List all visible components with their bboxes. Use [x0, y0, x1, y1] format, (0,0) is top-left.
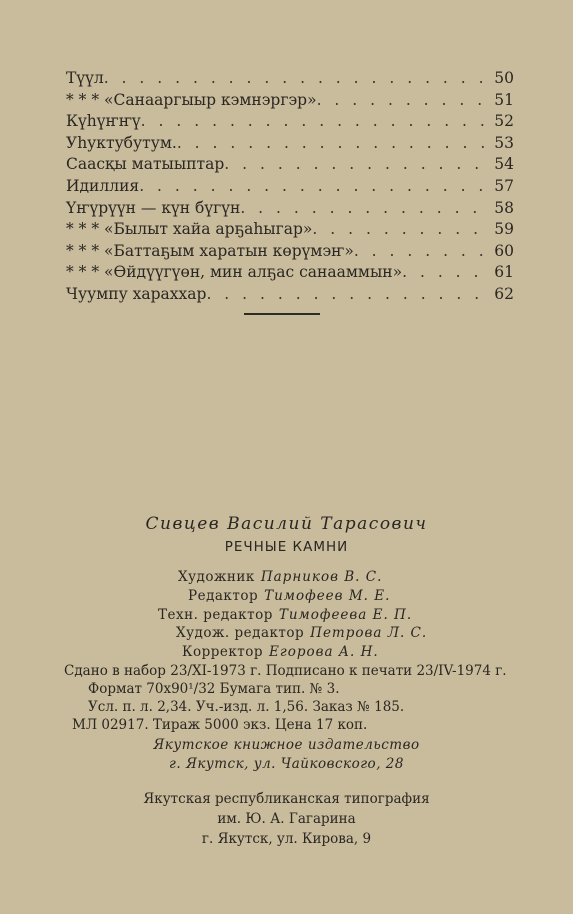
author-name: Сивцев Василий Тарасович — [145, 514, 428, 534]
toc-entry-title: Уһуктубутум. — [66, 133, 177, 152]
imprint-line: Сдано в набор 23/XI-1973 г. Подписано к печати 23/IV-1974 г. — [64, 663, 507, 679]
toc-entry-title: Үҥүрүүн — күн бүгүн — [66, 198, 241, 217]
toc-entry-page: 62 — [494, 284, 514, 303]
toc-entry-title: Түүл — [66, 69, 104, 87]
credit-name: Тимофеев М. Е. — [264, 587, 391, 604]
toc-entry — [66, 111, 514, 133]
toc-entry — [66, 219, 514, 241]
toc-entry-title: Чуумпу хараххар — [66, 284, 207, 303]
credit-name: Егорова А. Н. — [269, 644, 379, 661]
section-divider — [244, 313, 320, 315]
toc-entry — [66, 198, 514, 220]
imprint-line: Усл. п. л. 2,34. Уч.-изд. л. 1,56. Заказ № 185. — [88, 699, 405, 715]
toc-entry-page: 57 — [494, 176, 514, 195]
toc-entry-title: * * * «Баттаҕым харатын көрүмэҥ» — [66, 241, 354, 260]
credit-role: Худож. редактор — [176, 625, 305, 642]
printer-line: Якутская республиканская типография — [143, 791, 430, 807]
toc-entry-page: 51 — [494, 90, 514, 109]
toc-leader — [240, 198, 486, 220]
credit-role: Корректор — [182, 644, 264, 661]
toc-entry-page: 53 — [494, 133, 514, 152]
credit-role: Техн. редактор — [158, 606, 273, 623]
toc-entry — [66, 68, 514, 90]
toc-entry-title: * * * «Өйдүүгүөн, мин алҕас санааммын» — [66, 263, 403, 282]
toc-leader — [317, 90, 486, 112]
imprint-line: Формат 70х90¹/32 Бумага тип. № 3. — [88, 681, 340, 697]
toc-leader — [141, 111, 486, 133]
toc-entry — [66, 154, 514, 176]
toc-leader — [354, 241, 486, 263]
credit-row — [150, 568, 470, 587]
book-title: РЕЧНЫЕ КАМНИ — [224, 539, 349, 555]
toc-entry-title: Идиллия — [66, 176, 140, 195]
toc-entry — [66, 241, 514, 263]
toc-entry — [66, 262, 514, 284]
credit-name: Тимофеева Е. П. — [278, 606, 413, 623]
credit-row — [150, 643, 470, 662]
credit-row — [150, 624, 470, 643]
toc-entry-page: 59 — [494, 220, 514, 239]
credits-block — [150, 568, 470, 662]
credit-role: Художник — [178, 569, 255, 585]
publisher-block — [0, 736, 573, 774]
toc-entry-page: 50 — [494, 69, 514, 87]
credit-role: Редактор — [188, 587, 259, 604]
toc-leader — [139, 176, 486, 198]
toc-leader — [177, 133, 486, 155]
credit-name: Петрова Л. С. — [310, 625, 428, 642]
toc-leader — [402, 262, 486, 284]
toc-leader — [206, 284, 486, 306]
toc-entry-page: 61 — [494, 263, 514, 282]
toc-entry — [66, 284, 514, 306]
imprint-block — [64, 662, 524, 734]
toc-entry-page: 54 — [494, 155, 514, 174]
credit-name: Парников В. С. — [260, 569, 383, 585]
printer-line: им. Ю. А. Гагарина — [217, 811, 356, 827]
toc-entry-page: 52 — [494, 112, 514, 131]
table-of-contents — [66, 68, 514, 306]
toc-leader — [104, 68, 486, 90]
toc-entry-title: Күһүҥҥү — [66, 112, 141, 131]
publisher-line: Якутское книжное издательство — [153, 737, 420, 753]
toc-entry — [66, 90, 514, 112]
toc-entry-page: 58 — [494, 198, 514, 217]
printer-block — [0, 789, 573, 849]
credit-row — [150, 606, 470, 625]
toc-entry-title: Саасқы матыыптар — [66, 155, 225, 174]
toc-entry-title: * * * «Былыт хайа арҕаһыгар» — [66, 220, 313, 239]
toc-entry-title: * * * «Санааргыыр кэмнэргэр» — [66, 90, 317, 109]
imprint-line: МЛ 02917. Тираж 5000 экз. Цена 17 коп. — [72, 717, 368, 733]
publisher-line: г. Якутск, ул. Чайковского, 28 — [169, 756, 404, 772]
toc-entry — [66, 176, 514, 198]
toc-leader — [224, 154, 486, 176]
toc-entry-page: 60 — [494, 241, 514, 260]
toc-entry — [66, 133, 514, 155]
printer-line: г. Якутск, ул. Кирова, 9 — [201, 831, 372, 847]
credit-row — [150, 587, 470, 606]
toc-leader — [312, 219, 486, 241]
